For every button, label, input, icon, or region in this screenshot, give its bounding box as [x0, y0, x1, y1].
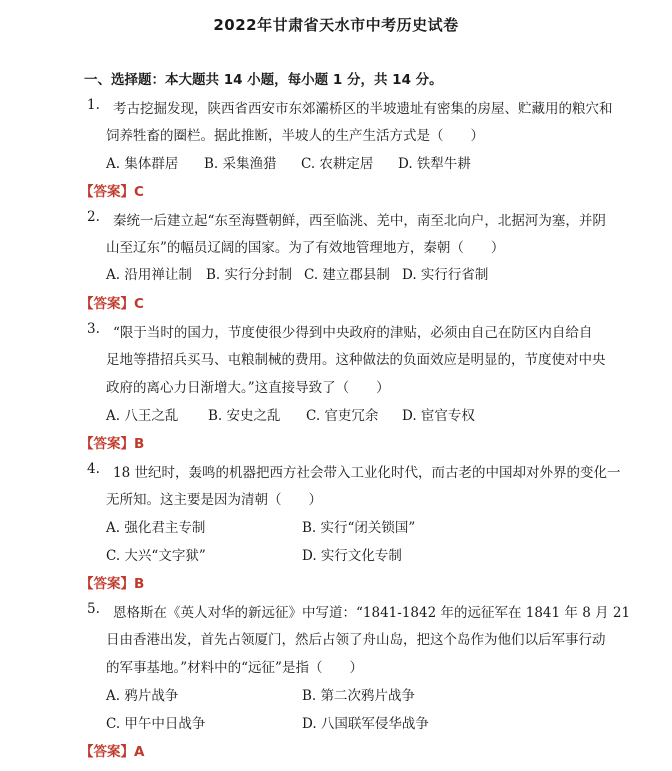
question-text-line: “限于当时的国力，节度使很少得到中央政府的津贴，必须由自己在防区内自给自 — [113, 325, 593, 341]
option-b: B. 安史之乱 — [208, 408, 281, 424]
question-text-line: 秦统一后建立起“东至海暨朝鲜，西至临洮、羌中，南至北向户，北据河为塞，并阴 — [113, 213, 606, 229]
option-c: C. 建立郡县制 — [304, 267, 390, 283]
question-number: 1. — [87, 97, 100, 113]
option-b: B. 第二次鸦片战争 — [302, 688, 416, 704]
option-d: D. 实行文化专制 — [302, 548, 402, 564]
question-text-line: 恩格斯在《英人对华的新远征》中写道：“1841-1842 年的远征军在 1841 年 8 月 21 — [113, 605, 631, 621]
answer-label: 【答案】B — [80, 436, 145, 452]
question-number: 5. — [87, 601, 100, 617]
option-d: D. 宦官专权 — [402, 408, 475, 424]
question-text-line: 饲养牲畜的圈栏。据此推断，半坡人的生产生活方式是（ ） — [106, 128, 484, 144]
option-c: C. 农耕定居 — [301, 156, 374, 172]
question-number: 3. — [87, 321, 100, 337]
question-text-line: 18 世纪时，轰鸣的机器把西方社会带入工业化时代，而古老的中国却对外界的变化一 — [113, 465, 621, 481]
option-a: A. 集体群居 — [106, 156, 179, 172]
exam-title: 2022年甘肃省天水市中考历史试卷 — [213, 16, 459, 34]
question-number: 2. — [87, 209, 100, 225]
option-a: A. 鸦片战争 — [106, 688, 179, 704]
question-text-line: 政府的离心力日渐增大。”这直接导致了（ ） — [106, 380, 390, 396]
option-d: D. 八国联军侵华战争 — [302, 716, 429, 732]
answer-label: 【答案】B — [80, 576, 145, 592]
option-d: D. 铁犁牛耕 — [398, 156, 471, 172]
question-text-line: 足地等措招兵买马、屯粮制械的费用。这种做法的负面效应是明显的，节度使对中央 — [106, 352, 606, 368]
option-a: A. 八王之乱 — [106, 408, 179, 424]
question-number: 4. — [87, 461, 100, 477]
question-text-line: 考古挖掘发现，陕西省西安市东郊灞桥区的半坡遗址有密集的房屋、贮藏用的粮穴和 — [113, 101, 613, 117]
option-b: B. 实行“闭关锁国” — [302, 520, 416, 536]
question-text-line: 山至辽东”的幅员辽阔的国家。为了有效地管理地方，秦朝（ ） — [106, 240, 505, 256]
section-heading: 一、选择题：本大题共 14 小题，每小题 1 分，共 14 分。 — [84, 72, 443, 88]
option-b: B. 实行分封制 — [206, 267, 293, 283]
option-d: D. 实行行省制 — [402, 267, 489, 283]
question-text-line: 的军事基地。”材料中的“远征”是指（ ） — [106, 660, 363, 676]
option-a: A. 沿用禅让制 — [106, 267, 192, 283]
option-c: C. 大兴“文字狱” — [106, 548, 206, 564]
option-c: C. 官吏冗余 — [306, 408, 379, 424]
option-c: C. 甲午中日战争 — [106, 716, 206, 732]
question-text-line: 无所知。这主要是因为清朝（ ） — [106, 492, 322, 508]
option-b: B. 采集渔猎 — [204, 156, 277, 172]
question-text-line: 日由香港出发，首先占领厦门，然后占领了舟山岛，把这个岛作为他们以后军事行动 — [106, 632, 606, 648]
answer-label: 【答案】C — [80, 184, 144, 200]
option-a: A. 强化君主专制 — [106, 520, 206, 536]
answer-label: 【答案】C — [80, 296, 144, 312]
answer-label: 【答案】A — [80, 744, 145, 760]
